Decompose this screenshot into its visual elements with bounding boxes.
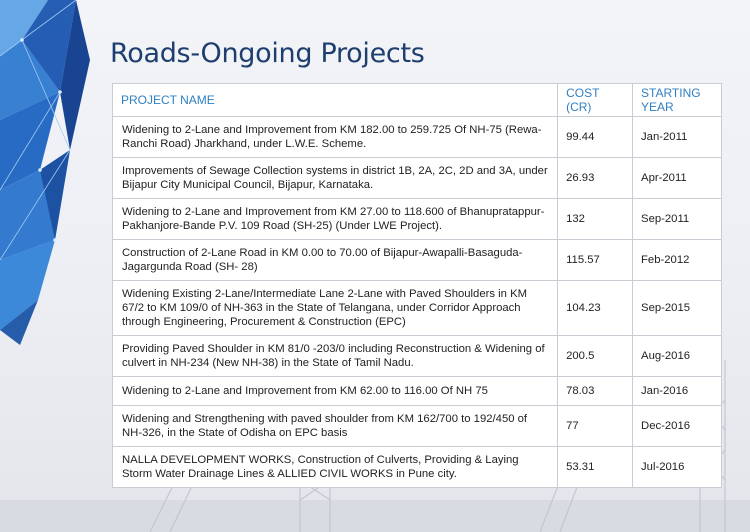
project-cost-cell: 78.03 (558, 377, 633, 406)
project-name-cell: Construction of 2-Lane Road in KM 0.00 to 70.00 of Bijapur-Awapalli-Basaguda-Jagargunda Road (SH- 28) (113, 240, 558, 281)
project-name-cell: Widening to 2-Lane and Improvement from KM 27.00 to 118.600 of Bhanupratappur-Pakhanjore-Bande P.V. 109 Road (SH-25) (Under LWE Project). (113, 199, 558, 240)
project-cost-cell: 132 (558, 199, 633, 240)
project-year-cell: Sep-2011 (633, 199, 722, 240)
project-cost-cell: 26.93 (558, 158, 633, 199)
project-name-cell: Providing Paved Shoulder in KM 81/0 -203/0 including Reconstruction & Widening of culvert in NH-234 (New NH-38) in the State of Tamil Nadu. (113, 336, 558, 377)
table-header-row (113, 84, 722, 117)
blue-polygon-decoration (0, 0, 90, 345)
project-year-cell: Feb-2012 (633, 240, 722, 281)
table-row (113, 240, 722, 281)
table-row (113, 199, 722, 240)
project-name-cell: Widening Existing 2-Lane/Intermediate Lane 2-Lane with Paved Shoulders in KM 67/2 to KM 109/0 of NH-363 in the State of Telangana, under Corridor Approach through Engineering, Procurement & Construction (EPC) (113, 281, 558, 336)
project-name-cell: NALLA DEVELOPMENT WORKS, Construction of Culverts, Providing & Laying Storm Water Drainage Lines & ALLIED CIVIL WORKS in Pune city. (113, 447, 558, 488)
project-name-cell: Improvements of Sewage Collection systems in district 1B, 2A, 2C, 2D and 3A, under Bijapur City Municipal Council, Bijapur, Karnataka. (113, 158, 558, 199)
table-row (113, 281, 722, 336)
table-row (113, 406, 722, 447)
project-name-cell: Widening and Strengthening with paved shoulder from KM 162/700 to 192/450 of NH-326, in the State of Odisha on EPC basis (113, 406, 558, 447)
project-cost-cell: 200.5 (558, 336, 633, 377)
project-cost-cell: 77 (558, 406, 633, 447)
project-year-cell: Sep-2015 (633, 281, 722, 336)
project-year-cell: Apr-2011 (633, 158, 722, 199)
project-cost-cell: 104.23 (558, 281, 633, 336)
projects-table (112, 83, 722, 488)
table-row (113, 158, 722, 199)
project-name-cell: Widening to 2-Lane and Improvement from KM 182.00 to 259.725 Of NH-75 (Rewa-Ranchi Road) Jharkhand, under L.W.E. Scheme. (113, 117, 558, 158)
project-cost-cell: 53.31 (558, 447, 633, 488)
project-year-cell: Jul-2016 (633, 447, 722, 488)
page-title: Roads-Ongoing Projects (110, 38, 425, 69)
project-year-cell: Dec-2016 (633, 406, 722, 447)
table-row (113, 377, 722, 406)
project-year-cell: Jan-2016 (633, 377, 722, 406)
project-year-cell: Jan-2011 (633, 117, 722, 158)
project-year-cell: Aug-2016 (633, 336, 722, 377)
column-header-starting-year: STARTING YEAR (633, 84, 722, 117)
project-cost-cell: 99.44 (558, 117, 633, 158)
column-header-project-name: PROJECT NAME (113, 84, 558, 117)
project-cost-cell: 115.57 (558, 240, 633, 281)
table-row (113, 336, 722, 377)
project-name-cell: Widening to 2-Lane and Improvement from KM 62.00 to 116.00 Of NH 75 (113, 377, 558, 406)
column-header-cost: COST (CR) (558, 84, 633, 117)
table-row (113, 447, 722, 488)
table-row (113, 117, 722, 158)
ground-haze (0, 500, 750, 532)
